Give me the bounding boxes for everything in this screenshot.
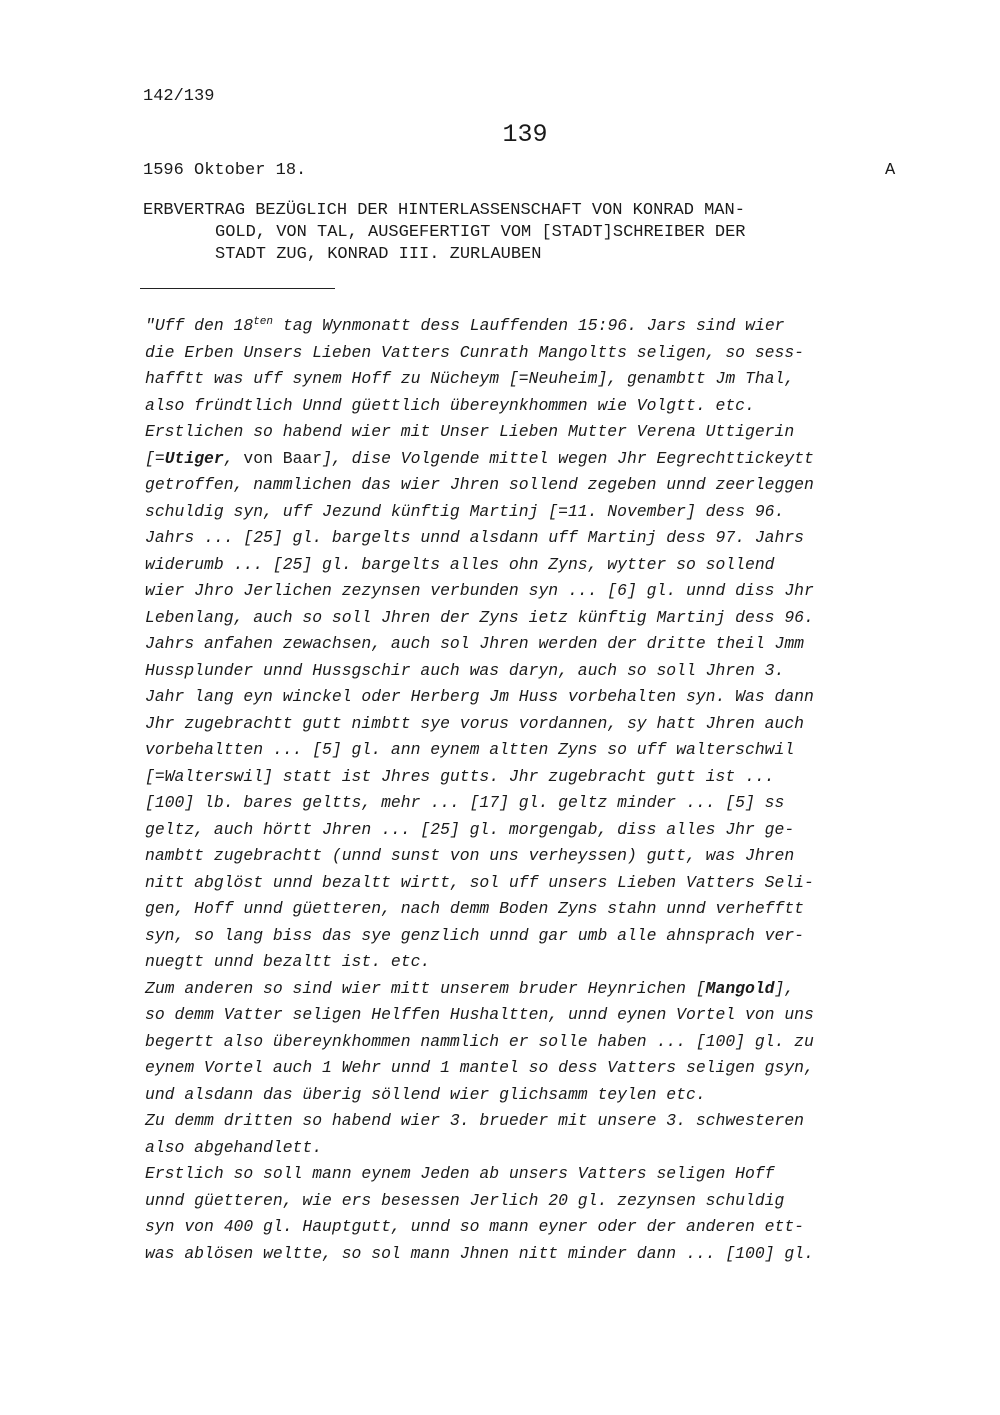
document-body (145, 313, 945, 1267)
body-line: nitt abglöst unnd bezaltt wirtt, sol uff unsers Lieben Vatters Seli- (145, 872, 814, 892)
body-line: nuegtt unnd bezaltt ist. etc. (145, 952, 431, 971)
body-line: Hussplunder unnd Hussgschir auch was daryn, auch so soll Jhren 3. (145, 660, 785, 680)
body-line: [=Utiger, von Baar], dise Volgende mittel wegen Jhr Eegrechttickeytt (145, 448, 814, 468)
body-line: Erstlich so soll mann eynem Jeden ab unsers Vatters seligen Hoff (145, 1164, 775, 1183)
body-line: Jhr zugebrachtt gutt nimbtt sye vorus vordannen, sy hatt Jhren auch (145, 713, 805, 733)
heading-line: STADT ZUG, KONRAD III. ZURLAUBEN (215, 245, 542, 264)
body-line: geltz, auch hörtt Jhren ... [25] gl. morgengab, diss alles Jhr ge- (145, 819, 795, 839)
body-line: so demm Vatter seligen Helffen Hushaltten, unnd eynen Vortel von uns (145, 1005, 814, 1024)
body-line: schuldig syn, uff Jezund künftig Martinj [=11. November] dess 96. (145, 501, 785, 521)
body-line: vorbehaltten ... [5] gl. ann eynem altten Zyns so uff walterschwil (145, 740, 795, 759)
body-line: widerumb ... [25] gl. bargelts alles ohn Zyns, wytter so sollend (145, 554, 775, 574)
body-line: [=Walterswil] statt ist Jhres gutts. Jhr zugebracht gutt ist ... (145, 766, 775, 786)
document-date: 1596 Oktober 18. (143, 161, 307, 180)
body-line: syn von 400 gl. Hauptgutt, unnd so mann eyner oder der anderen ett- (145, 1217, 805, 1236)
body-line: hafftt was uff synem Hoff zu Nücheym [=Neuheim], genambtt Jm Thal, (145, 369, 795, 388)
body-line: Erstlichen so habend wier mit Unser Lieben Mutter Verena Uttigerin (145, 422, 795, 441)
body-line: getroffen, nammlichen das wier Jhren sollend zegeben unnd zeerleggen (145, 475, 814, 494)
document-number: 139 (502, 120, 548, 149)
emphasis-name: Utiger (164, 448, 224, 468)
heading-line: ERBVERTRAG BEZÜGLICH DER HINTERLASSENSCHAFT VON KONRAD MAN- (143, 201, 745, 220)
body-line: Lebenlang, auch so soll Jhren der Zyns ietz künftig Martinj dess 96. (145, 607, 814, 627)
body-line: Zu demm dritten so habend wier 3. brueder mit unsere 3. schwesteren (145, 1111, 805, 1130)
body-line: syn, so lang biss das sye genzlich unnd gar umb alle ahnsprach ver- (145, 925, 805, 945)
body-line: eynem Vortel auch 1 Wehr unnd 1 mantel so dess Vatters seligen gsyn, (145, 1058, 814, 1077)
body-line: unnd güetteren, wie ers besessen Jerlich 20 gl. zezynsen schuldig (145, 1190, 785, 1210)
emphasis-name: Mangold (705, 978, 775, 998)
body-line: was ablösen weltte, so sol mann Jhnen nitt minder dann ... [100] gl. (145, 1243, 814, 1263)
body-line: gen, Hoff unnd güetteren, nach demm Boden Zyns stahn unnd verhefftt (145, 899, 805, 918)
body-line: Jahr lang eyn winckel oder Herberg Jm Huss vorbehalten syn. Was dann (145, 687, 814, 706)
body-line: also fründtlich Unnd güettlich übereynkhommen wie Volgtt. etc. (145, 395, 755, 415)
heading-line: GOLD, VON TAL, AUSGEFERTIGT VOM [STADT]SCHREIBER DER (215, 223, 746, 242)
body-line: begertt also übereynkhommen nammlich er solle haben ... [100] gl. zu (145, 1031, 814, 1051)
body-line: Jahrs anfahen zewachsen, auch sol Jhren werden der dritte theil Jmm (145, 634, 805, 653)
body-line: also abgehandlett. (145, 1137, 323, 1157)
body-line: "Uff den $18^{ten}$ tag Wynmonatt dess Lauffenden 15:96. Jars sind wier (145, 316, 785, 335)
body-line: nambtt zugebrachtt (unnd sunst von uns verheyssen) gutt, was Jhren (145, 846, 795, 865)
body-line: und alsdann das überig söllend wier glichsamm teylen etc. (145, 1084, 706, 1104)
body-line: Jahrs ... [25] gl. bargelts unnd alsdann uff Martinj dess 97. Jahrs (145, 528, 805, 547)
page-reference: 142/139 (143, 87, 215, 106)
body-line: die Erben Unsers Lieben Vatters Cunrath Mangoltts seligen, so sess- (145, 342, 805, 362)
separator-rule (140, 288, 335, 289)
document-heading (143, 200, 903, 266)
body-line: Zum anderen so sind wier mitt unserem bruder Heynrichen [Mangold], (145, 978, 795, 998)
document-letter: A (885, 161, 896, 180)
body-line: wier Jhro Jerlichen zezynsen verbunden syn ... [6] gl. unnd diss Jhr (145, 581, 814, 600)
body-line: [100] lb. bares geltts, mehr ... [17] gl. geltz minder ... [5] ss (145, 793, 785, 812)
